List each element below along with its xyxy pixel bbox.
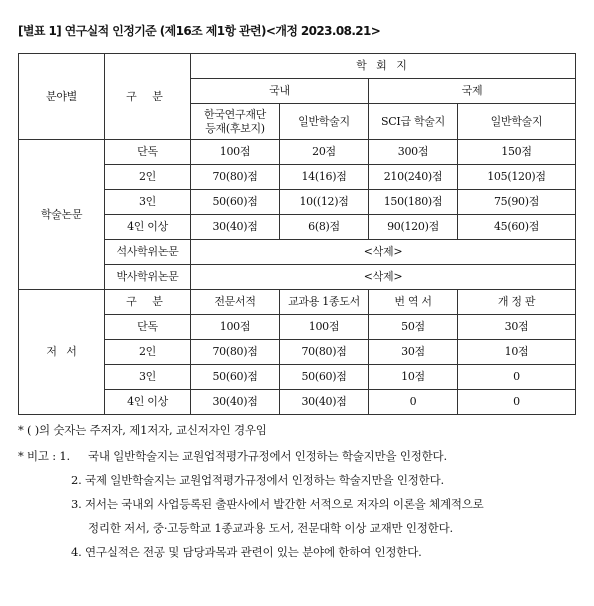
row-label: 3인 bbox=[105, 190, 191, 215]
book-category-header: 구 분 bbox=[105, 290, 191, 315]
row-label: 2인 bbox=[105, 165, 191, 190]
table-title: [별표 1] 연구실적 인정기준 (제16조 제1항 관련)<개정 2023.08.21> bbox=[18, 24, 381, 38]
table-row bbox=[19, 290, 576, 315]
cell: 0 bbox=[458, 390, 576, 415]
cell: 10점 bbox=[458, 340, 576, 365]
row-label: 석사학위논문 bbox=[105, 240, 191, 265]
col-revised-editions: 개 정 판 bbox=[458, 290, 576, 315]
cell: 20점 bbox=[280, 140, 369, 165]
row-label: 2인 bbox=[105, 340, 191, 365]
row-label: 단독 bbox=[105, 140, 191, 165]
research-score-table bbox=[18, 53, 576, 415]
international-header: 국제 bbox=[369, 79, 576, 104]
deleted-cell: <삭제> bbox=[191, 240, 576, 265]
section-books: 저 서 bbox=[19, 290, 105, 415]
cell: 50(60)점 bbox=[191, 190, 280, 215]
col-domestic-general: 일반학술지 bbox=[280, 104, 369, 140]
col-kci: 한국연구재단 등재(후보지) bbox=[191, 104, 280, 140]
row-label: 박사학위논문 bbox=[105, 265, 191, 290]
cell: 50(60)점 bbox=[280, 365, 369, 390]
col-intl-general: 일반학술지 bbox=[458, 104, 576, 140]
cell: 0 bbox=[458, 365, 576, 390]
deleted-cell: <삭제> bbox=[191, 265, 576, 290]
cell: 70(80)점 bbox=[191, 340, 280, 365]
cell: 14(16)점 bbox=[280, 165, 369, 190]
category-header: 구 분 bbox=[105, 54, 191, 140]
cell: 100점 bbox=[191, 140, 280, 165]
field-header: 분야별 bbox=[19, 54, 105, 140]
cell: 75(90)점 bbox=[458, 190, 576, 215]
col-textbooks: 교과용 1종도서 bbox=[280, 290, 369, 315]
row-label: 4인 이상 bbox=[105, 390, 191, 415]
remark-3-line-2: 정리한 저서, 중·고등학교 1종교과용 도서, 전문대학 이상 교재만 인정한다. bbox=[88, 521, 453, 535]
remark-prefix: * 비고 : 1. bbox=[18, 449, 70, 463]
domestic-header: 국내 bbox=[191, 79, 369, 104]
remark-3-line-1: 3. 저서는 국내외 사업등록된 출판사에서 발간한 서적으로 저자의 이론을 체계적으로 bbox=[71, 497, 484, 511]
row-label: 4인 이상 bbox=[105, 215, 191, 240]
cell: 50(60)점 bbox=[191, 365, 280, 390]
cell: 30(40)점 bbox=[191, 215, 280, 240]
remark-2: 2. 국제 일반학술지는 교원업적평가규정에서 인정하는 학술지만을 인정한다. bbox=[71, 473, 444, 487]
col-sci: SCI급 학술지 bbox=[369, 104, 458, 140]
journal-header: 학 회 지 bbox=[191, 54, 576, 79]
row-label: 3인 bbox=[105, 365, 191, 390]
cell: 70(80)점 bbox=[280, 340, 369, 365]
cell: 30점 bbox=[458, 315, 576, 340]
cell: 100점 bbox=[280, 315, 369, 340]
cell: 100점 bbox=[191, 315, 280, 340]
cell: 150(180)점 bbox=[369, 190, 458, 215]
cell: 6(8)점 bbox=[280, 215, 369, 240]
cell: 90(120)점 bbox=[369, 215, 458, 240]
footnote: * ( )의 숫자는 주저자, 제1저자, 교신저자인 경우임 bbox=[18, 423, 267, 437]
cell: 50점 bbox=[369, 315, 458, 340]
section-papers: 학술논문 bbox=[19, 140, 105, 290]
remark-1: 국내 일반학술지는 교원업적평가규정에서 인정하는 학술지만을 인정한다. bbox=[88, 449, 447, 463]
cell: 30점 bbox=[369, 340, 458, 365]
cell: 300점 bbox=[369, 140, 458, 165]
cell: 10점 bbox=[369, 365, 458, 390]
table-row bbox=[19, 140, 576, 165]
cell: 10((12)점 bbox=[280, 190, 369, 215]
col-translations: 번 역 서 bbox=[369, 290, 458, 315]
cell: 0 bbox=[369, 390, 458, 415]
cell: 150점 bbox=[458, 140, 576, 165]
cell: 30(40)점 bbox=[191, 390, 280, 415]
cell: 45(60)점 bbox=[458, 215, 576, 240]
cell: 210(240)점 bbox=[369, 165, 458, 190]
cell: 30(40)점 bbox=[280, 390, 369, 415]
cell: 70(80)점 bbox=[191, 165, 280, 190]
col-specialized-books: 전문서적 bbox=[191, 290, 280, 315]
row-label: 단독 bbox=[105, 315, 191, 340]
remark-4: 4. 연구실적은 전공 및 담당과목과 관련이 있는 분야에 한하여 인정한다. bbox=[71, 545, 422, 559]
cell: 105(120)점 bbox=[458, 165, 576, 190]
